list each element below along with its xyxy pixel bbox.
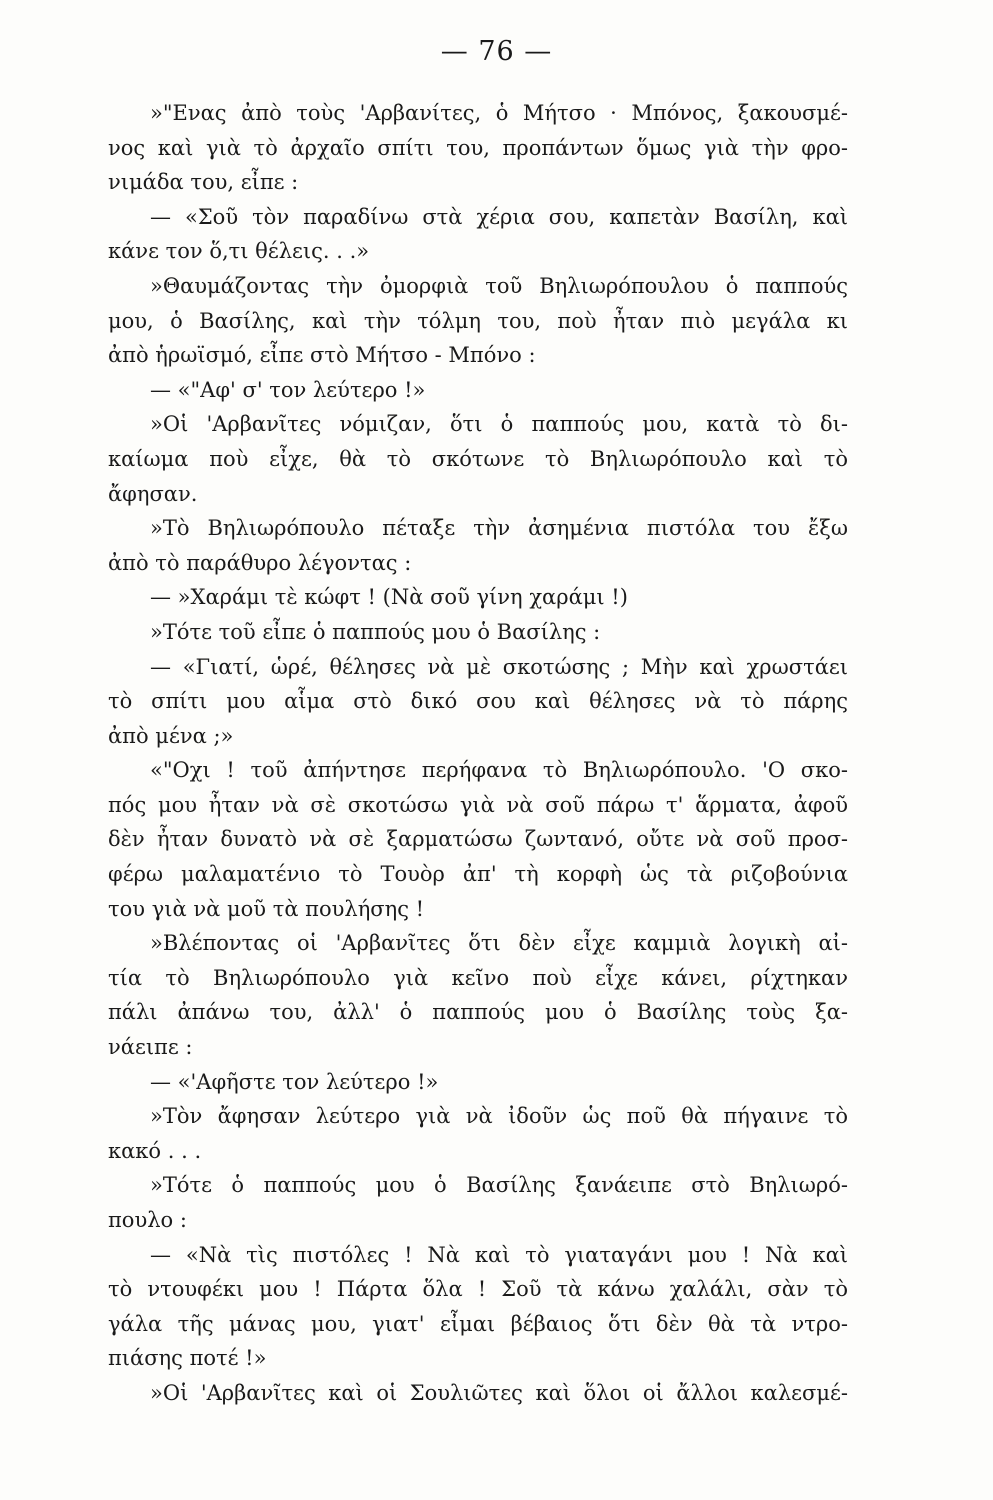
text-line: νος καὶ γιὰ τὸ ἀρχαῖο σπίτι του, προπάντων ὅμως γιὰ τὴν φρο-	[108, 135, 848, 160]
text-line: ἀπὸ ἡρωϊσμό, εἶπε στὸ Μήτσο - Μπόνο :	[108, 343, 536, 368]
text-line: δὲν ἦταν δυνατὸ νὰ σὲ ξαρματώσω ζωντανό, οὔτε νὰ σοῦ προσ-	[108, 827, 848, 852]
text-line: καίωμα ποὺ εἶχε, θὰ τὸ σκότωνε τὸ Βηλιωρόπουλο καὶ τὸ	[108, 446, 848, 471]
text-line: τία τὸ Βηλιωρόπουλο γιὰ κεῖνο ποὺ εἶχε κάνει, ρίχτηκαν	[108, 965, 848, 990]
text-line: »Τὸ Βηλιωρόπουλο πέταξε τὴν ἀσημένια πιστόλα του ἔξω	[150, 516, 848, 541]
text-line: του γιὰ νὰ μοῦ τὰ πουλήσης !	[108, 896, 425, 921]
text-line: γάλα τῆς μάνας μου, γιατ' εἶμαι βέβαιος ὅτι δὲν θὰ τὰ ντρο-	[108, 1311, 848, 1336]
text-line: νιμάδα του, εἶπε :	[108, 170, 299, 195]
text-line: »Τὸν ἄφησαν λεύτερο γιὰ νὰ ἰδοῦν ὡς ποῦ θὰ πήγαινε τὸ	[150, 1104, 848, 1129]
text-line: »Θαυμάζοντας τὴν ὀμορφιὰ τοῦ Βηλιωρόπουλου ὁ παππούς	[150, 273, 848, 298]
text-line: »Οἱ 'Αρβανῖτες νόμιζαν, ὅτι ὁ παππούς μου, κατὰ τὸ δι-	[150, 412, 848, 437]
text-line: κακό . . .	[108, 1138, 202, 1163]
page-number: — 76 —	[440, 36, 553, 67]
text-line: »"Ενας ἀπὸ τοὺς 'Αρβανίτες, ὁ Μήτσο · Μπόνος, ξακουσμέ-	[150, 101, 848, 125]
text-line: νάειπε :	[108, 1035, 193, 1060]
text-line: — »Χαράμι τὲ κώφτ ! (Νὰ σοῦ γίνη χαράμι !)	[150, 585, 628, 610]
text-line: — «'Αφῆστε τον λεύτερο !»	[150, 1069, 439, 1094]
text-line: »Βλέποντας οἱ 'Αρβανῖτες ὅτι δὲν εἶχε καμμιὰ λογικὴ αἰ-	[150, 931, 848, 956]
text-line: »Οἱ 'Αρβανῖτες καὶ οἱ Σουλιῶτες καὶ ὅλοι οἱ ἄλλοι καλεσμέ-	[150, 1380, 848, 1405]
text-line: πιάσης ποτέ !»	[108, 1346, 267, 1371]
text-line: ἀπὸ τὸ παράθυρο λέγοντας :	[108, 550, 412, 575]
text-line: πάλι ἀπάνω του, ἀλλ' ὁ παππούς μου ὁ Βασίλης τοὺς ξα-	[108, 1000, 848, 1025]
text-line: «"Οχι ! τοῦ ἀπήντησε περήφανα τὸ Βηλιωρόπουλο. 'Ο σκο-	[150, 758, 848, 783]
text-line: μου, ὁ Βασίλης, καὶ τὴν τόλμη του, ποὺ ἦταν πιὸ μεγάλα κι	[108, 308, 848, 333]
body-text	[108, 96, 848, 1411]
text-line: πουλο :	[108, 1208, 187, 1232]
text-line: — «Γιατί, ὡρέ, θέλησες νὰ μὲ σκοτώσης ; Μὴν καὶ χρωστάει	[150, 654, 848, 679]
text-line: — «Σοῦ τὸν παραδίνω στὰ χέρια σου, καπετὰν Βασίλη, καὶ	[150, 204, 848, 229]
text-line: πός μου ἦταν νὰ σὲ σκοτώσω γιὰ νὰ σοῦ πάρω τ' ἅρματα, ἀφοῦ	[108, 792, 848, 817]
text-line: ἄφησαν.	[108, 481, 198, 506]
text-line: »Τότε ὁ παππούς μου ὁ Βασίλης ξανάειπε στὸ Βηλιωρό-	[150, 1173, 848, 1198]
text-line: φέρω μαλαματένιο τὸ Τουὸρ ἀπ' τὴ κορφὴ ὡς τὰ ριζοβούνια	[108, 862, 848, 887]
text-line: τὸ σπίτι μου αἷμα στὸ δικό σου καὶ θέλησες νὰ τὸ πάρης	[108, 689, 848, 714]
text-line: ἀπὸ μένα ;»	[108, 723, 234, 748]
text-line: — «"Αφ' σ' τον λεύτερο !»	[150, 377, 426, 402]
text-line: τὸ ντουφέκι μου ! Πάρτα ὅλα ! Σοῦ τὰ κάνω χαλάλι, σὰν τὸ	[108, 1277, 848, 1302]
text-line: κάνε τον ὅ,τι θέλεις. . .»	[108, 239, 370, 264]
text-line: »Τότε τοῦ εἶπε ὁ παππούς μου ὁ Βασίλης :	[150, 619, 601, 644]
text-line: — «Νὰ τὶς πιστόλες ! Νὰ καὶ τὸ γιαταγάνι μου ! Νὰ καὶ	[150, 1242, 848, 1267]
